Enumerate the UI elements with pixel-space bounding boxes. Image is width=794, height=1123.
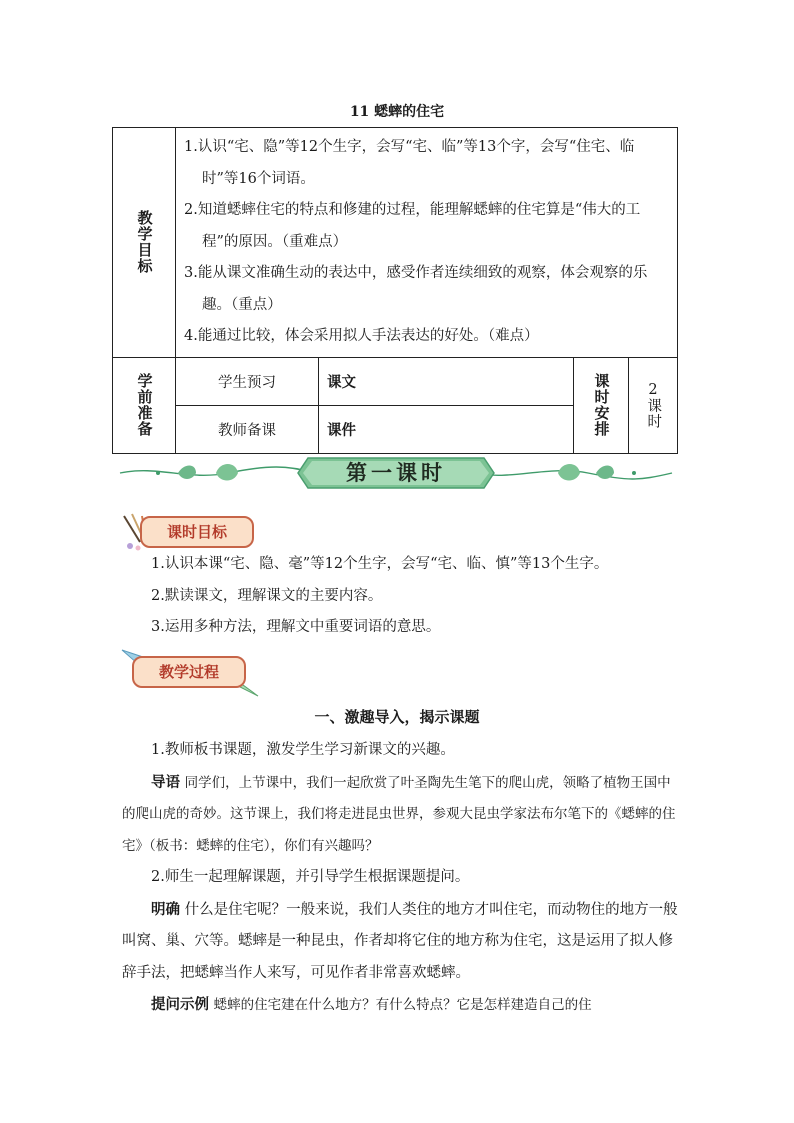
objectives-list [122,549,678,644]
page-title: 11 蟋蟀的住宅 [349,104,445,120]
objective-item: 2.默读课文，理解课文的主要内容。 [151,587,383,604]
question-paragraph [122,989,678,1022]
process-body [122,735,678,1022]
question-text: 蟋蟀的住宅建在什么地方？有什么特点？它是怎样建造自己的住 [213,997,592,1013]
schedule-label: 课时安排 [592,373,611,437]
prep-label: 学前准备 [135,373,154,437]
student-prep-value: 课文 [319,357,574,405]
step-1: 1.教师板书课题，激发学生学习新课文的兴趣。 [151,742,455,758]
schedule-label-cell [574,357,629,453]
process-badge-group [118,646,260,698]
teacher-prep-value: 课件 [319,405,574,453]
objectives-badge: 课时目标 [140,516,254,548]
prep-label-cell [113,357,176,453]
intro-lead: 导语 [151,773,180,791]
goals-label-cell [113,128,176,358]
intro-paragraph [122,767,678,863]
goals-content-cell [176,128,678,358]
student-prep-label: 学生预习 [176,357,319,405]
lesson-banner [118,452,674,494]
teacher-prep-label: 教师备课 [176,405,319,453]
prep-row-student [113,357,678,405]
goal-item: 1.认识“宅、隐”等12个生字，会写“宅、临”等13个字，会写“住宅、临时”等16个词语。 [184,139,635,187]
process-badge: 教学过程 [132,656,246,688]
clarify-paragraph [122,894,678,990]
hours-number: 2 [648,381,658,398]
goals-label: 教学目标 [135,210,154,275]
question-lead: 提问示例 [151,996,209,1013]
step-2: 2.师生一起理解课题，并引导学生根据课题提问。 [151,869,470,885]
goal-item: 2.知道蟋蟀住宅的特点和修建的过程，能理解蟋蟀的住宅算是“伟大的工程”的原因。（重难点） [184,202,641,250]
clarify-lead: 明确 [151,900,180,918]
lesson-plan-table [112,127,678,454]
goals-row [113,128,678,358]
schedule-value-cell [629,357,678,453]
hours-unit: 课时 [645,397,662,429]
lesson-banner-title: 第一课时 [346,460,446,485]
section-heading: 一、激趣导入，揭示课题 [314,708,480,726]
goal-item: 4.能通过比较，体会采用拟人手法表达的好处。（难点） [184,328,539,344]
objective-item: 3.运用多种方法，理解文中重要词语的意思。 [151,619,441,635]
objective-item: 1.认识本课“宅、隐、毫”等12个生字，会写“宅、临、慎”等13个生字。 [151,556,609,572]
goals-list [176,128,677,357]
goal-item: 3.能从课文准确生动的表达中，感受作者连续细致的观察，体会观察的乐趣。（重点） [184,265,648,313]
intro-text: 同学们，上节课中，我们一起欣赏了叶圣陶先生笔下的爬山虎，领略了植物王国中的爬山虎的奇妙。这节课上，我们将走进昆虫世界，参观大昆虫学家法布尔笔下的《蟋蟀的住宅》（板书：蟋蟀的住宅），你们有兴趣吗？ [122,774,676,854]
clarify-text: 什么是住宅呢？一般来说，我们人类住的地方才叫住宅，而动物住的地方一般叫窝、巢、穴等。蟋蟀是一种昆虫，作者却将它住的地方称为住宅，这是运用了拟人修辞手法，把蟋蟀当作人来写，可见作者非常喜欢蟋蟀。 [122,901,678,981]
objectives-badge-group [118,512,258,552]
